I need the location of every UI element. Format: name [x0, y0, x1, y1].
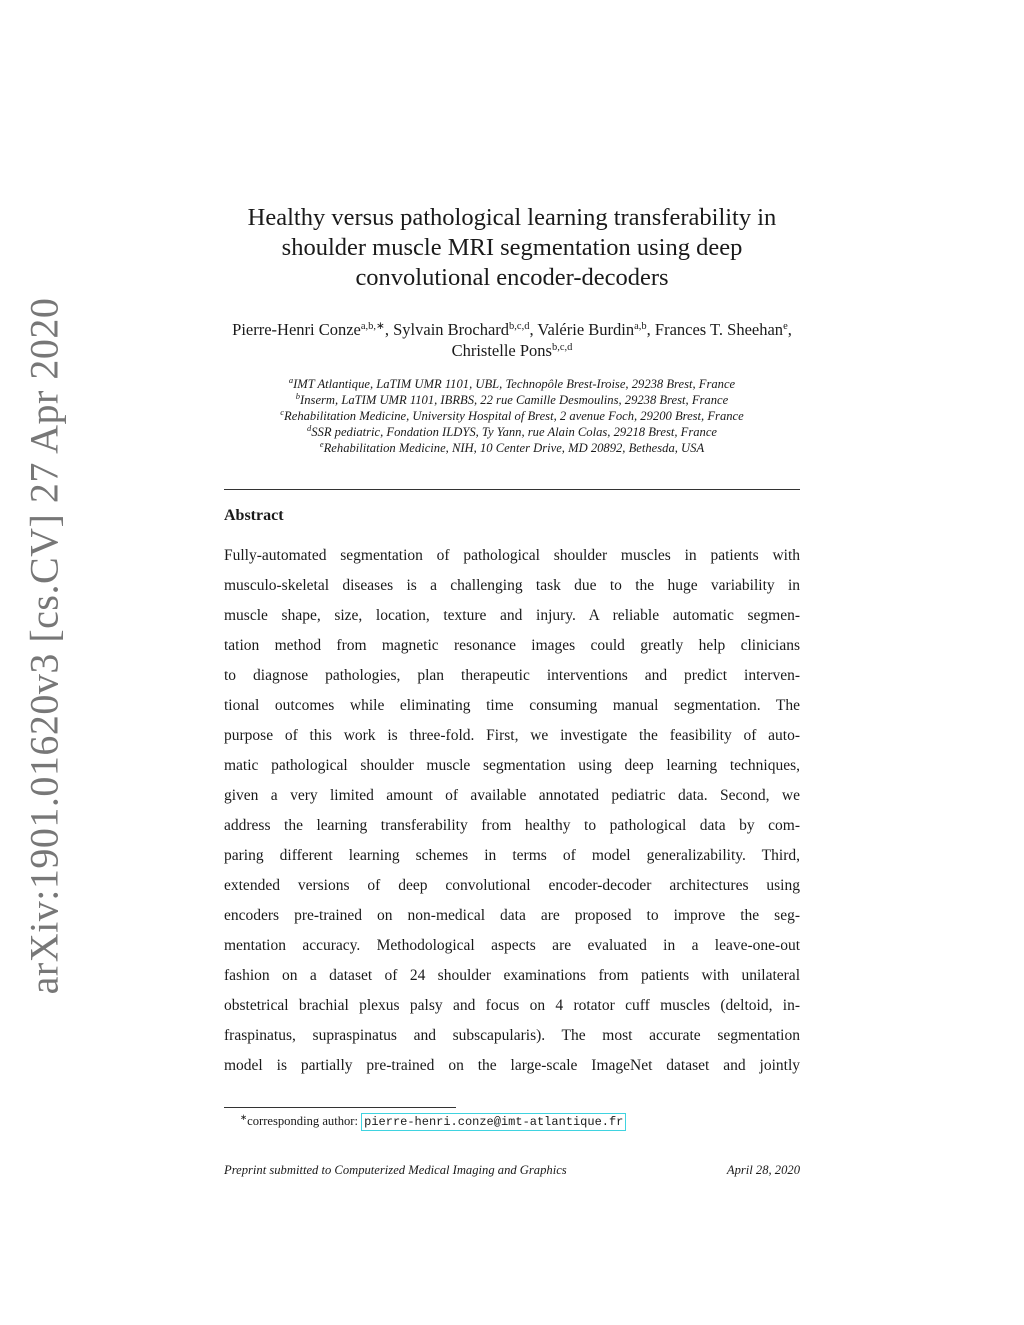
author: Sylvain Brochard$^{b,c,d}$,: [393, 320, 538, 339]
footnote-label: corresponding author:: [247, 1114, 362, 1128]
abstract-line: paring different learning schemes in terms of model generalizability. Third,: [224, 847, 800, 864]
abstract-line: Fully-automated segmentation of pathological shoulder muscles in patients with: [224, 547, 800, 564]
author-affiliation-marker: a,b,∗: [360, 321, 385, 332]
footnote-rule: [224, 1107, 456, 1108]
abstract-body: [224, 541, 800, 1081]
title-line: convolutional encoder-decoders: [355, 264, 669, 291]
affiliation: $^c$Rehabilitation Medicine, University Hospital of Brest, 2 avenue Foch, 29200 Brest, France: [280, 407, 744, 423]
author-email-link[interactable]: pierre-henri.conze@imt-atlantique.fr: [361, 1113, 626, 1131]
affiliation-marker: b: [295, 391, 301, 401]
author-name: Christelle Pons: [451, 341, 552, 360]
arxiv-identifier-stamp: arXiv:1901.01620v3 [cs.CV] 27 Apr 2020: [21, 297, 67, 995]
abstract-line: tional outcomes while eliminating time consuming manual segmentation. The: [224, 697, 800, 714]
abstract-line: encoders pre-trained on non-medical data are proposed to improve the seg-: [224, 907, 800, 924]
abstract-line: mentation accuracy. Methodological aspects are evaluated in a leave-one-out: [224, 937, 800, 954]
abstract-line: muscle shape, size, location, texture and injury. A reliable automatic segmen-: [224, 607, 800, 624]
preprint-notice: Preprint submitted to Computerized Medical Imaging and Graphics: [224, 1163, 567, 1177]
author-affiliation-marker: b,c,d: [509, 321, 530, 332]
abstract-heading: Abstract: [224, 507, 284, 524]
author-list: [224, 319, 800, 361]
abstract-line: given a very limited amount of available annotated pediatric data. Second, we: [224, 787, 800, 804]
author-affiliation-marker: b,c,d: [551, 342, 573, 353]
author-name: Valérie Burdin: [537, 320, 635, 339]
author-affiliation-marker: e: [783, 321, 788, 332]
abstract-line: obstetrical brachial plexus palsy and focus on 4 rotator cuff muscles (deltoid, in-: [224, 997, 800, 1014]
affiliation: $^b$Inserm, LaTIM UMR 1101, IBRBS, 22 rue Camille Desmoulins, 29238 Brest, France: [295, 391, 729, 407]
abstract-line: matic pathological shoulder muscle segmentation using deep learning techniques,: [224, 757, 800, 774]
abstract-line: to diagnose pathologies, plan therapeutic interventions and predict interven-: [224, 667, 800, 684]
affiliation: $^d$SSR pediatric, Fondation ILDYS, Ty Yann, rue Alain Colas, 29218 Brest, France: [306, 423, 718, 439]
author-name: Pierre-Henri Conze: [232, 320, 361, 339]
abstract-line: model is partially pre-trained on the large-scale ImageNet dataset and jointly: [224, 1057, 800, 1074]
author: Valérie Burdin$^{a,b}$,: [537, 320, 655, 339]
affiliation-list: [210, 376, 814, 456]
footnote-marker: ∗: [240, 1112, 248, 1122]
title-line: shoulder muscle MRI segmentation using deep: [281, 234, 743, 261]
affiliation-marker: d: [306, 423, 312, 433]
corresponding-author-footnote: [240, 1111, 626, 1132]
abstract-top-rule: [224, 489, 800, 490]
author: Pierre-Henri Conze$^{a,b,∗}$,: [232, 320, 394, 339]
affiliation: $^e$Rehabilitation Medicine, NIH, 10 Center Drive, MD 20892, Bethesda, USA: [319, 439, 705, 455]
author: [452, 341, 573, 360]
abstract-line: fraspinatus, supraspinatus and subscapularis). The most accurate segmentation: [224, 1027, 800, 1044]
paper-title: [224, 203, 800, 293]
abstract-line: extended versions of deep convolutional encoder-decoder architectures using: [224, 877, 800, 894]
affiliation-marker: c: [280, 407, 285, 417]
abstract-line: musculo-skeletal diseases is a challenging task due to the huge variability in: [224, 577, 800, 594]
author-name: Frances T. Sheehan: [654, 320, 784, 339]
affiliation: $^a$IMT Atlantique, LaTIM UMR 1101, UBL, Technopôle Brest-Iroise, 29238 Brest, France: [288, 375, 736, 391]
affiliation-marker: e: [319, 439, 324, 449]
title-line: Healthy versus pathological learning transferability in: [247, 204, 777, 231]
author-affiliation-marker: a,b: [634, 321, 647, 332]
affiliation-marker: a: [288, 375, 294, 385]
author: Frances T. Sheehan$^e$,: [654, 320, 792, 339]
abstract-line: address the learning transferability from healthy to pathological data by com-: [224, 817, 800, 834]
preprint-date: April 28, 2020: [726, 1163, 800, 1177]
abstract-line: fashion on a dataset of 24 shoulder examinations from patients with unilateral: [224, 967, 800, 984]
abstract-line: tation method from magnetic resonance images could greatly help clinicians: [224, 637, 800, 654]
abstract-line: purpose of this work is three-fold. First, we investigate the feasibility of auto-: [224, 727, 800, 744]
author-name: Sylvain Brochard: [393, 320, 510, 339]
